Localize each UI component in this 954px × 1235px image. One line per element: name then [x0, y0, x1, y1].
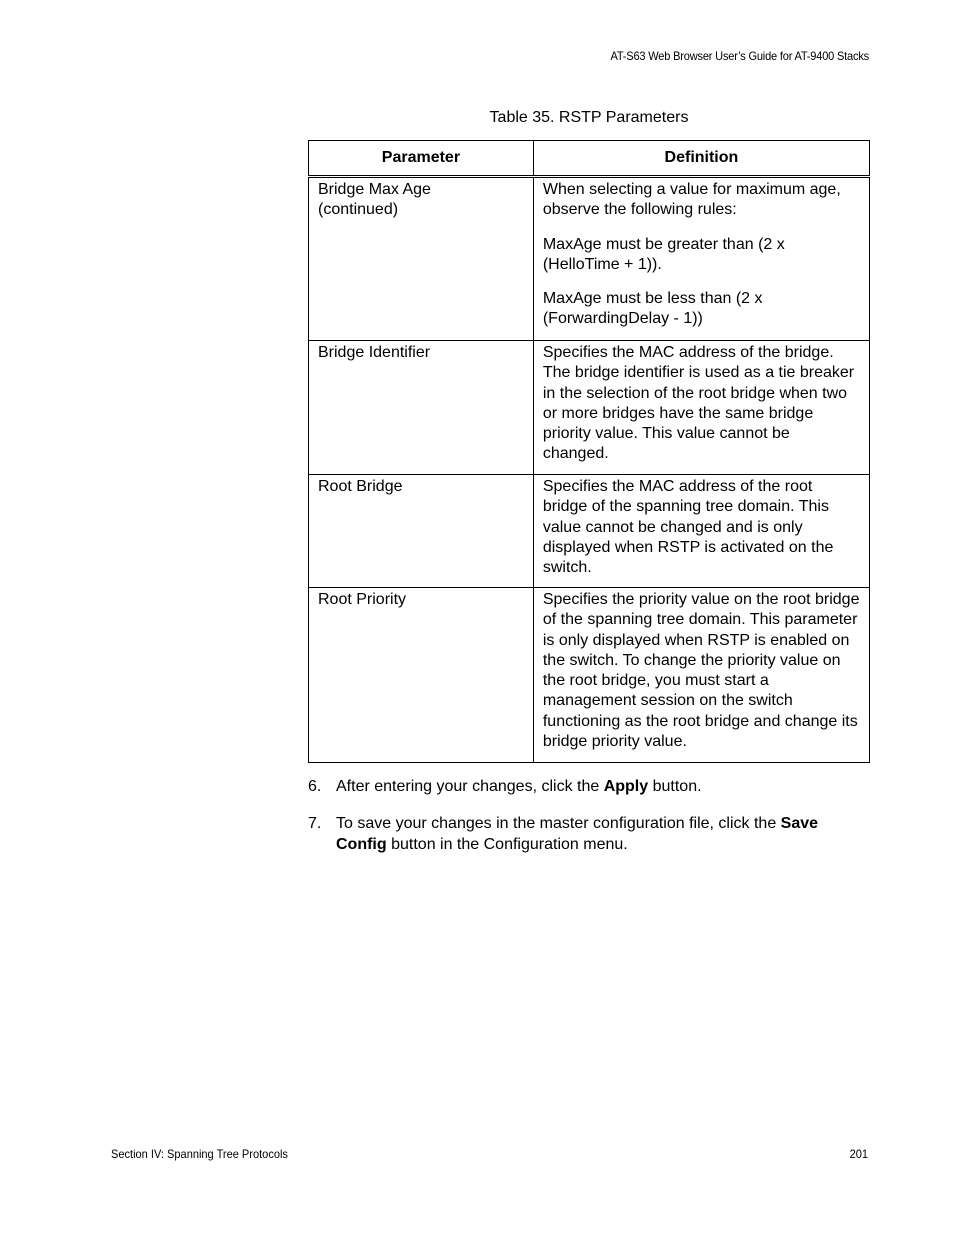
list-item	[308, 777, 870, 797]
definition-cell	[533, 341, 869, 475]
table-header-row	[309, 141, 870, 177]
definition-paragraph: Specifies the MAC address of the root bridge of the spanning tree domain. This value cannot be changed and is only displayed when RSTP is activated on the switch.	[542, 478, 834, 577]
step-text-after: button.	[648, 778, 702, 795]
definition-paragraph: Specifies the MAC address of the bridge. The bridge identifier is used as a tie breaker in the selection of the root bridge when two or more bridges have the same bridge priority value. This value cannot be changed.	[542, 344, 855, 463]
definition-paragraph: MaxAge must be greater than (2 x (HelloTime + 1)).	[542, 235, 785, 273]
definition-paragraph: Specifies the priority value on the root bridge of the spanning tree domain. This parameter is only displayed when RSTP is enabled on the switch. To change the priority value on the root bridge, you must start a management session on the switch functioning as the root bridge and change its bridge priority value.	[542, 591, 860, 751]
parameter-cell: Bridge Max Age (continued)	[309, 177, 534, 341]
step-text-before: To save your changes in the master configuration file, click the	[336, 815, 781, 833]
table-row	[309, 588, 870, 763]
definition-paragraph: MaxAge must be less than (2 x (ForwardingDelay - 1))	[542, 290, 763, 328]
procedure-steps	[308, 777, 870, 872]
definition-paragraph: When selecting a value for maximum age, observe the following rules:	[542, 181, 841, 219]
apply-button-reference: Apply	[603, 778, 649, 795]
step-text	[336, 777, 870, 797]
column-header-parameter: Parameter	[309, 141, 534, 177]
save-config-button-reference: Save Config	[336, 815, 819, 853]
definition-cell	[533, 475, 869, 588]
step-number: 7.	[308, 815, 322, 833]
footer-section-title: Section IV: Spanning Tree Protocols	[111, 1147, 288, 1161]
step-number: 6.	[308, 778, 322, 795]
definition-cell	[533, 177, 869, 341]
footer-page-number: 201	[849, 1147, 868, 1161]
table-row	[309, 177, 870, 341]
column-header-definition: Definition	[533, 141, 869, 177]
list-item	[308, 814, 870, 855]
step-text-before: After entering your changes, click the	[336, 778, 604, 795]
step-text	[336, 814, 870, 855]
table-caption: Table 35. RSTP Parameters	[489, 109, 689, 126]
table-row	[309, 475, 870, 588]
step-text-after: button in the Configuration menu.	[386, 835, 628, 853]
parameter-cell: Bridge Identifier	[309, 341, 534, 475]
rstp-parameters-table	[308, 140, 870, 763]
table-row	[309, 341, 870, 475]
parameter-cell: Root Priority	[309, 588, 534, 763]
parameter-cell: Root Bridge	[309, 475, 534, 588]
definition-cell	[533, 588, 869, 763]
running-header: AT-S63 Web Browser User’s Guide for AT-9400 Stacks	[610, 49, 869, 63]
